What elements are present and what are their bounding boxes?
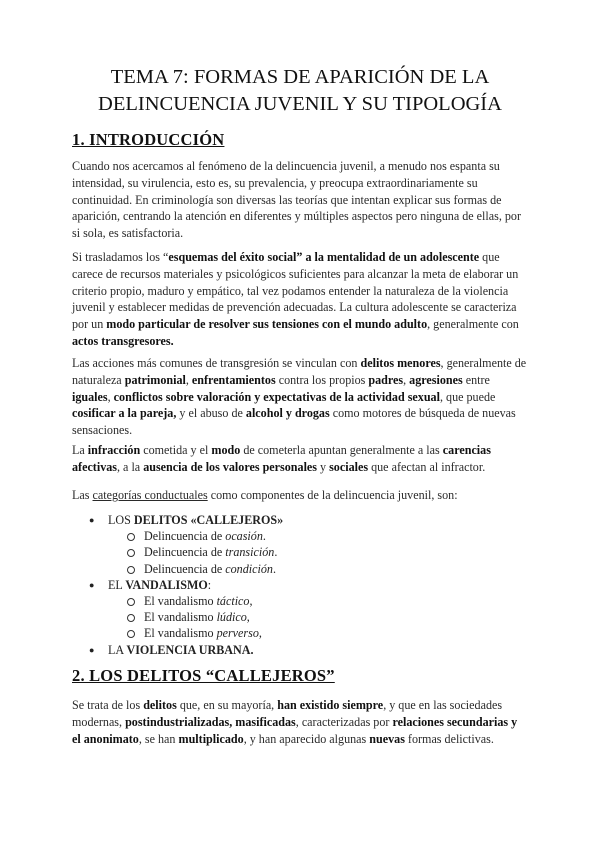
categories-list: [0, 512, 600, 658]
text-span: Las acciones más comunes de transgresión se vinculan con: [72, 356, 361, 370]
circle-bullet-icon: [127, 598, 135, 606]
bold-span: delitos: [143, 698, 177, 712]
text-span: y el abuso de: [176, 406, 246, 421]
paragraph-esquemas: [72, 249, 528, 350]
bold-span: modo particular de resolver sus tensiones con el mundo adulto: [106, 317, 428, 332]
sublist: [108, 593, 600, 642]
bold-span: delitos menores: [360, 356, 441, 370]
bold-span: DELITOS «CALLEJEROS»: [133, 513, 284, 527]
bold-span: sociales: [329, 459, 369, 474]
document-title: [60, 64, 540, 118]
text-span: ,: [107, 389, 114, 404]
text-span: ,: [249, 594, 253, 609]
bullet-icon: ●: [89, 515, 95, 525]
list-item: [0, 512, 600, 577]
text-span: cometida y el: [140, 443, 212, 457]
bullet-icon: ●: [89, 644, 95, 655]
text-span: como motores de búsqueda de nuevas sensaciones.: [72, 406, 516, 438]
text-span: ,: [258, 626, 262, 641]
bold-span: relaciones secundarias y el anonimato: [72, 714, 518, 746]
text-span: El vandalismo: [144, 610, 217, 625]
text-span: de cometerla apuntan generalmente a las: [240, 443, 443, 457]
sublist-item: [108, 625, 600, 641]
text-span: , se han: [138, 731, 179, 746]
italic-span: perverso: [216, 626, 259, 641]
text-span: , y que en las sociedades modernas,: [72, 698, 503, 729]
text-span: El vandalismo: [144, 626, 217, 641]
bold-span: modo: [211, 443, 241, 457]
text-span: entre: [462, 372, 490, 387]
text-span: Delincuencia de: [144, 545, 226, 560]
underlined-span: categorías conductuales: [92, 488, 208, 502]
text-span: .: [274, 545, 278, 560]
section-heading-introduccion: 1. INTRODUCCIÓN: [72, 130, 225, 149]
italic-span: táctico: [216, 594, 250, 609]
bold-span: VANDALISMO: [125, 577, 208, 592]
bold-span: padres: [368, 372, 404, 387]
text-span: Cuando nos acercamos al fenómeno de la delincuencia juvenil, a menudo nos espanta su intensidad, su virulencia, esto es, su prevalencia, y preocupa extraordinariamente su continuidad. En criminología son diversas las teorías que intentan explicar sus formas de aparición, centrando la atención en diferentes y múltiples aspectos pero ninguna de ellas, por si sola, es satisfactoria.: [72, 159, 521, 241]
italic-span: ocasión: [225, 529, 263, 544]
italic-span: lúdico: [216, 610, 247, 625]
paragraph-infraccion: [72, 442, 528, 476]
text-span: , generalmente de naturaleza: [72, 356, 527, 387]
text-span: , y han aparecido algunas: [243, 731, 370, 746]
bold-span: cosificar a la pareja,: [72, 406, 177, 421]
bold-span: patrimonial: [124, 372, 186, 387]
text-span: que, en su mayoría,: [176, 698, 278, 712]
bold-span: iguales: [72, 389, 108, 404]
section-heading-delitos-callejeros: 2. LOS DELITOS “CALLEJEROS”: [72, 666, 335, 685]
bold-span: actos transgresores.: [72, 333, 174, 348]
text-span: Las: [72, 488, 93, 502]
text-span: LOS: [108, 513, 134, 527]
bold-span: esquemas del éxito social” a la mentalidad de un adolescente: [168, 250, 480, 264]
list-item: [0, 577, 600, 642]
text-span: formas delictivas.: [404, 731, 494, 746]
text-span: y: [317, 459, 330, 474]
text-span: ,: [246, 610, 250, 625]
sublist: [108, 528, 600, 577]
italic-span: transición: [225, 545, 275, 560]
bold-span: han existido siempre: [277, 698, 384, 712]
bold-span: conflictos sobre valoración y expectativas de la actividad sexual: [113, 389, 440, 404]
bold-span: enfrentamientos: [191, 372, 276, 387]
text-span: ,: [403, 372, 410, 387]
title-line-1: TEMA 7: FORMAS DE APARICIÓN DE LA: [110, 66, 490, 88]
title-line-2: DELINCUENCIA JUVENIL Y SU TIPOLOGÍA: [98, 93, 502, 115]
circle-bullet-icon: [127, 549, 135, 557]
bold-span: infracción: [87, 443, 141, 457]
text-span: .: [262, 529, 266, 544]
bold-span: nuevas: [369, 731, 405, 746]
bold-span: agresiones: [409, 372, 463, 387]
text-span: que carece de recursos materiales y psicológicos suficientes para alcanzar la meta de elaborar un criterio propio, maduro y empático, tal vez podamos entender la naturaleza de la violencia juvenil y establecer medidas de prevención adecuadas. La cultura adolescente se caracteriza por un: [72, 250, 519, 332]
bold-span: alcohol y drogas: [245, 406, 330, 421]
text-span: , que puede: [439, 389, 496, 404]
text-span: La: [72, 443, 88, 457]
italic-span: condición: [225, 561, 273, 576]
bold-span: VIOLENCIA URBANA.: [126, 642, 254, 657]
circle-bullet-icon: [127, 614, 135, 622]
sublist-item: [108, 593, 600, 609]
text-span: , a la: [117, 459, 144, 474]
text-span: Delincuencia de: [144, 529, 226, 544]
text-span: Delincuencia de: [144, 561, 226, 576]
bullet-icon: ●: [89, 579, 95, 590]
bold-span: multiplicado: [178, 731, 244, 746]
paragraph-categorias: [72, 487, 528, 504]
sublist-item: [108, 528, 600, 544]
text-span: ,: [185, 372, 192, 387]
sublist-item: [108, 561, 600, 577]
text-span: EL: [108, 577, 126, 592]
text-span: , generalmente con: [427, 317, 519, 332]
text-span: Se trata de los: [72, 698, 144, 712]
sublist-item: [108, 609, 600, 625]
paragraph-intro: [72, 158, 528, 242]
circle-bullet-icon: [127, 566, 135, 574]
text-span: que afectan al infractor.: [368, 459, 486, 474]
sublist-item: [108, 544, 600, 560]
text-span: como componentes de la delincuencia juvenil, son:: [207, 488, 458, 502]
text-span: :: [207, 577, 212, 592]
circle-bullet-icon: [127, 533, 135, 541]
paragraph-acciones: [72, 355, 528, 439]
text-span: LA: [108, 642, 127, 657]
circle-bullet-icon: [127, 630, 135, 638]
paragraph-delitos: [72, 697, 528, 747]
text-span: El vandalismo: [144, 594, 217, 609]
text-span: contra los propios: [275, 372, 369, 387]
bold-span: postindustrializadas, masificadas: [125, 714, 296, 729]
text-span: .: [272, 561, 276, 576]
text-span: Si trasladamos los “: [72, 250, 169, 264]
text-span: , caracterizadas por: [295, 714, 393, 729]
list-item: [0, 642, 600, 658]
bold-span: ausencia de los valores personales: [143, 459, 317, 474]
bold-span: carencias afectivas: [72, 443, 491, 474]
